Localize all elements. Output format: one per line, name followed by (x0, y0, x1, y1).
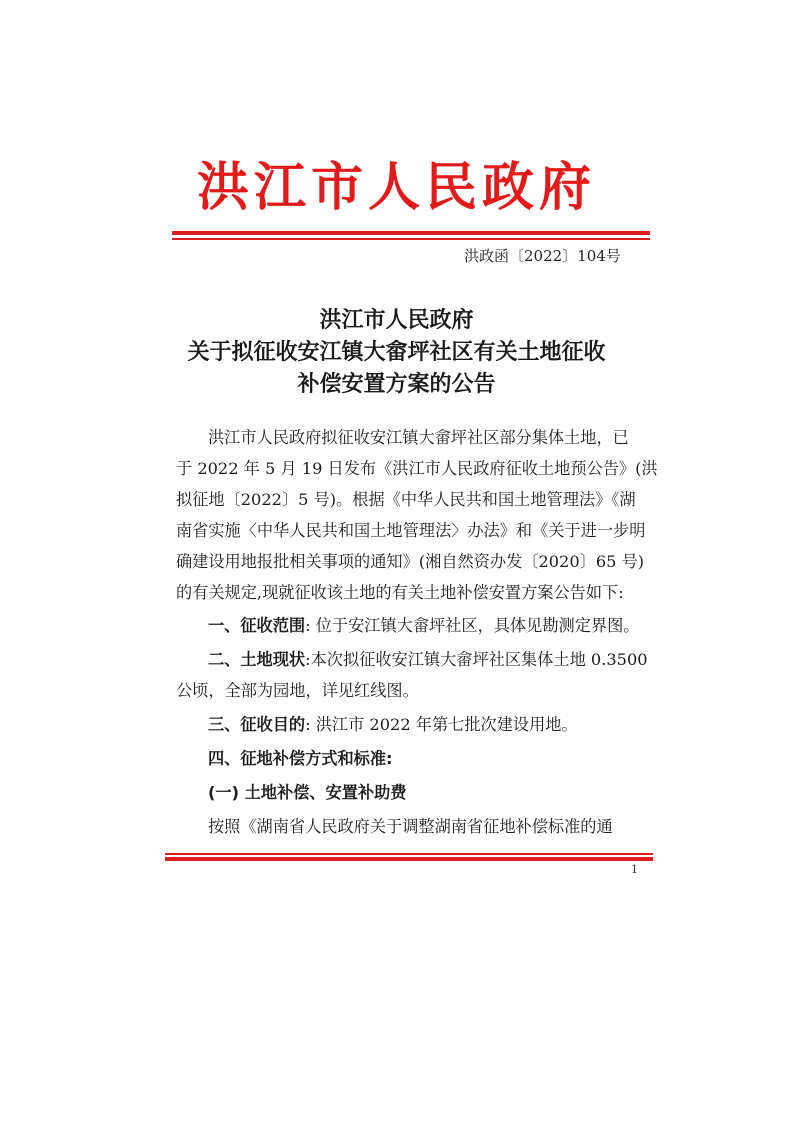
notice-title-line-1: 洪江市人民政府 (319, 307, 474, 333)
section-3-text: : 洪江市 2022 年第七批次建设用地。 (305, 715, 578, 734)
paragraph-1-line-3: 拟征地〔2022〕5 号)。根据《中华人民共和国土地管理法》《湖 (176, 490, 636, 509)
header-red-rule-thin (172, 238, 650, 240)
section-2-line-2: 公顷，全部为园地，详见红线图。 (176, 681, 419, 700)
issuer-letterhead: 洪江市人民政府 (196, 158, 596, 218)
paragraph-1-line-5: 确建设用地报批相关事项的通知》(湘自然资办发〔2020〕65 号) (176, 552, 645, 571)
footer-red-rule-thin (165, 853, 653, 855)
section-3 (176, 709, 652, 740)
paragraph-1-line-4: 南省实施〈中华人民共和国土地管理法〉办法》和《关于进一步明 (176, 521, 646, 540)
section-3-heading: 三、征收目的 (208, 715, 306, 734)
section-2-text: :本次拟征收安江镇大畲坪社区集体土地 0.3500 (305, 650, 648, 669)
header-red-rule-thick (172, 231, 650, 235)
section-2 (176, 644, 652, 675)
section-4-1-heading: (一) 土地补偿、安置补助费 (208, 783, 407, 802)
notice-title-line-3: 补偿安置方案的公告 (297, 371, 496, 397)
section-1-heading: 一、征收范围 (208, 616, 306, 635)
footer-red-rule-thick (165, 857, 653, 861)
notice-title-line-2: 关于拟征收安江镇大畲坪社区有关土地征收 (187, 339, 606, 365)
section-4-heading: 四、征地补偿方式和标准: (208, 749, 393, 768)
notice-title (0, 304, 793, 400)
paragraph-1-line-6: 的有关规定,现就征收该土地的有关土地补偿安置方案公告如下: (176, 583, 624, 602)
section-2-heading: 二、土地现状 (208, 650, 306, 669)
section-4-1-line-1: 按照《湖南省人民政府关于调整湖南省征地补偿标准的通 (208, 817, 613, 836)
notice-body (176, 422, 658, 842)
section-1 (176, 610, 652, 641)
paragraph-1-line-1: 洪江市人民政府拟征收安江镇大畲坪社区部分集体土地，已 (208, 428, 629, 447)
paragraph-1-line-2: 于 2022 年 5 月 19 日发布《洪江市人民政府征收土地预公告》(洪 (176, 459, 658, 478)
document-number: 洪政函〔2022〕104号 (464, 247, 621, 265)
page-number: 1 (631, 863, 638, 876)
section-1-text: : 位于安江镇大畲坪社区，具体见勘测定界图。 (305, 616, 640, 635)
